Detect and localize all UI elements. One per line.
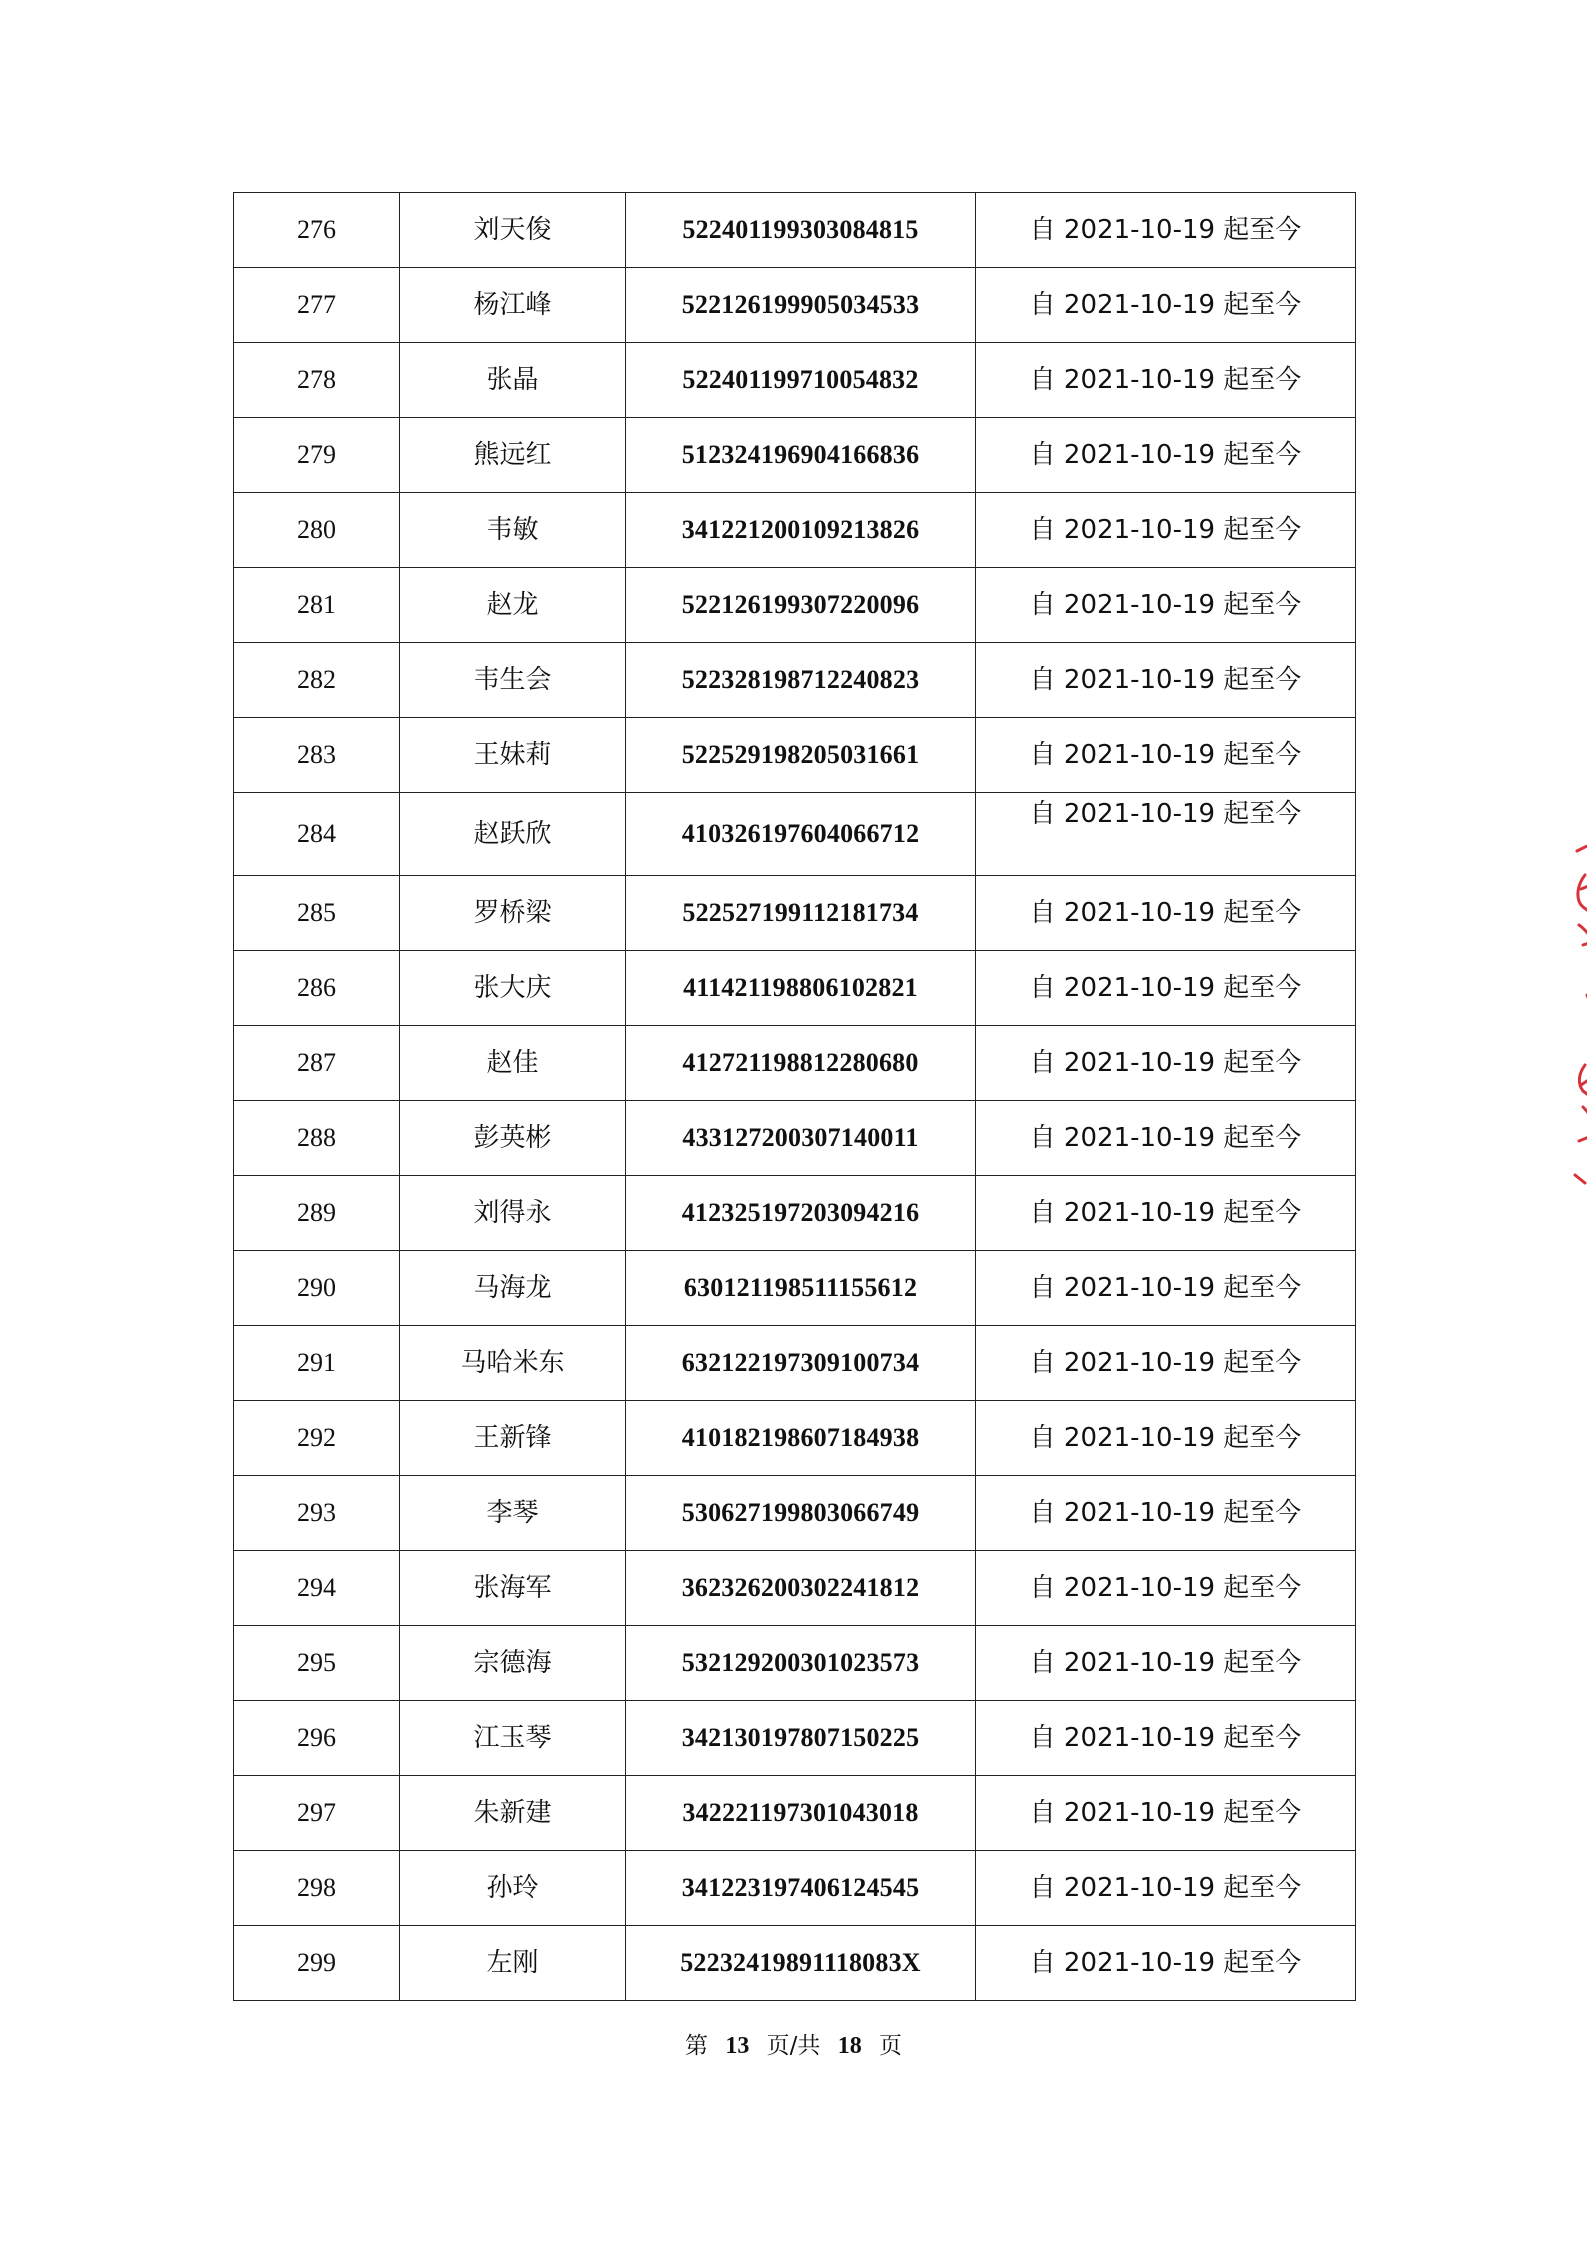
- table-row: [234, 1401, 1356, 1476]
- row-period: 自 2021-10-19 起至今: [976, 1551, 1356, 1626]
- row-number: 290: [234, 1251, 400, 1326]
- table-row: [234, 1476, 1356, 1551]
- footer-total-pages: 18: [837, 2033, 862, 2059]
- table-row: [234, 1026, 1356, 1101]
- row-id-number: 522401199710054832: [626, 343, 976, 418]
- table-row: [234, 718, 1356, 793]
- row-id-number: 512324196904166836: [626, 418, 976, 493]
- row-period: 自 2021-10-19 起至今: [976, 718, 1356, 793]
- row-period: 自 2021-10-19 起至今: [976, 1701, 1356, 1776]
- row-period: 自 2021-10-19 起至今: [976, 268, 1356, 343]
- row-period: 自 2021-10-19 起至今: [976, 193, 1356, 268]
- row-number: 281: [234, 568, 400, 643]
- red-seal-edge: [1555, 845, 1587, 1185]
- row-name: 赵龙: [400, 568, 626, 643]
- table-row: [234, 1101, 1356, 1176]
- page-footer: [0, 2027, 1587, 2060]
- row-id-number: 412721198812280680: [626, 1026, 976, 1101]
- row-number: 296: [234, 1701, 400, 1776]
- row-id-number: 522401199303084815: [626, 193, 976, 268]
- row-number: 294: [234, 1551, 400, 1626]
- roster-table-body: [234, 193, 1356, 2001]
- row-name: 江玉琴: [400, 1701, 626, 1776]
- row-id-number: 522126199905034533: [626, 268, 976, 343]
- table-row: [234, 343, 1356, 418]
- table-row: [234, 193, 1356, 268]
- row-id-number: 522328198712240823: [626, 643, 976, 718]
- row-number: 298: [234, 1851, 400, 1926]
- row-id-number: 530627199803066749: [626, 1476, 976, 1551]
- row-id-number: 630121198511155612: [626, 1251, 976, 1326]
- footer-suffix: 页: [879, 2033, 902, 2059]
- row-name: 熊远红: [400, 418, 626, 493]
- row-id-number: 522529198205031661: [626, 718, 976, 793]
- row-id-number: 412325197203094216: [626, 1176, 976, 1251]
- row-period: 自 2021-10-19 起至今: [976, 1926, 1356, 2001]
- row-period: 自 2021-10-19 起至今: [976, 1401, 1356, 1476]
- row-number: 279: [234, 418, 400, 493]
- footer-prefix: 第: [685, 2033, 708, 2059]
- row-number: 291: [234, 1326, 400, 1401]
- row-number: 280: [234, 493, 400, 568]
- row-name: 罗桥梁: [400, 876, 626, 951]
- row-number: 299: [234, 1926, 400, 2001]
- row-number: 285: [234, 876, 400, 951]
- row-period: 自 2021-10-19 起至今: [976, 418, 1356, 493]
- row-number: 295: [234, 1626, 400, 1701]
- row-name: 韦生会: [400, 643, 626, 718]
- row-period: 自 2021-10-19 起至今: [976, 1251, 1356, 1326]
- row-name: 刘天俊: [400, 193, 626, 268]
- row-number: 283: [234, 718, 400, 793]
- table-row: [234, 1176, 1356, 1251]
- table-row: [234, 568, 1356, 643]
- row-number: 288: [234, 1101, 400, 1176]
- row-id-number: 341223197406124545: [626, 1851, 976, 1926]
- row-number: 282: [234, 643, 400, 718]
- footer-current-page: 13: [725, 2033, 750, 2059]
- table-row: [234, 1926, 1356, 2001]
- roster-table: [233, 192, 1356, 2001]
- row-number: 293: [234, 1476, 400, 1551]
- row-number: 278: [234, 343, 400, 418]
- row-number: 292: [234, 1401, 400, 1476]
- row-name: 张大庆: [400, 951, 626, 1026]
- row-period: 自 2021-10-19 起至今: [976, 1326, 1356, 1401]
- row-period: 自 2021-10-19 起至今: [976, 1776, 1356, 1851]
- row-period: 自 2021-10-19 起至今: [976, 1851, 1356, 1926]
- row-name: 彭英彬: [400, 1101, 626, 1176]
- row-number: 276: [234, 193, 400, 268]
- row-name: 张晶: [400, 343, 626, 418]
- row-name: 赵跃欣: [400, 793, 626, 876]
- table-row: [234, 951, 1356, 1026]
- row-name: 李琴: [400, 1476, 626, 1551]
- row-name: 马哈米东: [400, 1326, 626, 1401]
- row-name: 宗德海: [400, 1626, 626, 1701]
- row-period: 自 2021-10-19 起至今: [976, 876, 1356, 951]
- row-id-number: 362326200302241812: [626, 1551, 976, 1626]
- row-name: 赵佳: [400, 1026, 626, 1101]
- table-row: [234, 1626, 1356, 1701]
- table-row: [234, 1851, 1356, 1926]
- row-id-number: 410182198607184938: [626, 1401, 976, 1476]
- footer-middle: 页/共: [766, 2033, 821, 2059]
- row-id-number: 410326197604066712: [626, 793, 976, 876]
- row-id-number: 433127200307140011: [626, 1101, 976, 1176]
- row-name: 王新锋: [400, 1401, 626, 1476]
- row-id-number: 52232419891118083X: [626, 1926, 976, 2001]
- row-period: 自 2021-10-19 起至今: [976, 643, 1356, 718]
- row-number: 284: [234, 793, 400, 876]
- row-name: 张海军: [400, 1551, 626, 1626]
- table-row: [234, 268, 1356, 343]
- table-row: [234, 1776, 1356, 1851]
- row-period: 自 2021-10-19 起至今: [976, 793, 1356, 876]
- table-row: [234, 1251, 1356, 1326]
- table-row: [234, 493, 1356, 568]
- row-id-number: 522527199112181734: [626, 876, 976, 951]
- table-row: [234, 418, 1356, 493]
- row-name: 左刚: [400, 1926, 626, 2001]
- row-name: 杨江峰: [400, 268, 626, 343]
- row-id-number: 342130197807150225: [626, 1701, 976, 1776]
- row-period: 自 2021-10-19 起至今: [976, 568, 1356, 643]
- row-period: 自 2021-10-19 起至今: [976, 493, 1356, 568]
- table-row: [234, 643, 1356, 718]
- row-name: 韦敏: [400, 493, 626, 568]
- table-row: [234, 1701, 1356, 1776]
- row-id-number: 532129200301023573: [626, 1626, 976, 1701]
- row-name: 王妹莉: [400, 718, 626, 793]
- table-row: [234, 1326, 1356, 1401]
- table-row: [234, 793, 1356, 876]
- row-id-number: 411421198806102821: [626, 951, 976, 1026]
- row-name: 孙玲: [400, 1851, 626, 1926]
- row-id-number: 342221197301043018: [626, 1776, 976, 1851]
- row-period: 自 2021-10-19 起至今: [976, 1176, 1356, 1251]
- row-number: 297: [234, 1776, 400, 1851]
- row-period: 自 2021-10-19 起至今: [976, 343, 1356, 418]
- row-id-number: 632122197309100734: [626, 1326, 976, 1401]
- row-number: 289: [234, 1176, 400, 1251]
- table-row: [234, 876, 1356, 951]
- row-period: 自 2021-10-19 起至今: [976, 1026, 1356, 1101]
- row-number: 277: [234, 268, 400, 343]
- row-period: 自 2021-10-19 起至今: [976, 1626, 1356, 1701]
- row-id-number: 522126199307220096: [626, 568, 976, 643]
- row-number: 287: [234, 1026, 400, 1101]
- row-period: 自 2021-10-19 起至今: [976, 1101, 1356, 1176]
- row-id-number: 341221200109213826: [626, 493, 976, 568]
- row-name: 马海龙: [400, 1251, 626, 1326]
- row-name: 刘得永: [400, 1176, 626, 1251]
- row-period: 自 2021-10-19 起至今: [976, 1476, 1356, 1551]
- table-row: [234, 1551, 1356, 1626]
- row-period: 自 2021-10-19 起至今: [976, 951, 1356, 1026]
- row-name: 朱新建: [400, 1776, 626, 1851]
- row-number: 286: [234, 951, 400, 1026]
